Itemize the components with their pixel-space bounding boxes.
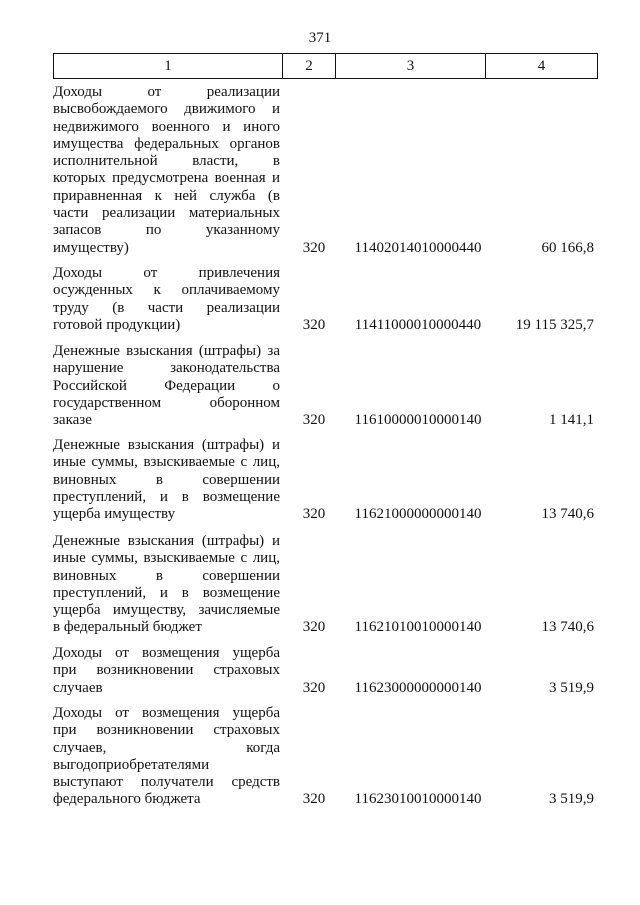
description-line: части реализации материальных — [53, 205, 280, 222]
row-description — [53, 265, 280, 334]
description-line: Денежные взыскания (штрафы) и — [53, 437, 280, 453]
description-line: запасов по указанному — [53, 222, 280, 239]
description-line: Денежные взыскания (штрафы) и — [53, 533, 280, 549]
description-line: виновных в совершении — [53, 567, 280, 584]
description-line: готовой продукции) — [53, 316, 181, 333]
row-description — [53, 533, 280, 637]
row-classification-code: 11411000010000440 — [354, 316, 482, 333]
row-description — [53, 84, 280, 257]
description-line: труду (в части реализации — [53, 299, 280, 316]
row-description — [53, 343, 280, 429]
description-line: Доходы от привлечения — [53, 265, 280, 281]
description-line: Российской Федерации о — [53, 377, 280, 394]
description-line: исполнительной власти, в — [53, 153, 280, 170]
row-amount: 3 519,9 — [549, 791, 594, 808]
description-line: государственном оборонном — [53, 394, 280, 411]
description-line: Доходы от возмещения ущерба — [53, 645, 280, 661]
description-line: Доходы от возмещения ущерба — [53, 705, 280, 721]
row-admin-code: 320 — [302, 619, 326, 636]
row-amount: 60 166,8 — [541, 239, 594, 256]
description-line: иные суммы, взыскиваемые с лиц, — [53, 550, 280, 567]
description-line: которых предусмотрена военная и — [53, 170, 280, 187]
description-line: виновных в совершении — [53, 471, 280, 488]
row-admin-code: 320 — [302, 679, 326, 696]
table-row — [53, 705, 598, 809]
description-line: федерального бюджета — [53, 791, 201, 808]
header-col-4: 4 — [537, 57, 546, 74]
row-classification-code: 11621000000000140 — [354, 506, 482, 523]
table-row — [53, 645, 598, 697]
header-col-3: 3 — [336, 54, 486, 78]
row-admin-code: 320 — [302, 791, 326, 808]
row-amount: 3 519,9 — [549, 679, 594, 696]
row-admin-code: 320 — [302, 412, 326, 429]
description-line: заказе — [53, 412, 92, 429]
description-line: ущерба имуществу, зачисляемые — [53, 602, 280, 619]
row-amount: 1 141,1 — [549, 412, 594, 429]
header-col-1: 1 — [54, 54, 283, 78]
description-line: при возникновении страховых — [53, 662, 280, 679]
description-line: случаев — [53, 679, 103, 696]
description-line: выступают получатели средств — [53, 774, 280, 791]
row-classification-code: 11610000010000140 — [354, 412, 482, 429]
description-line: Денежные взыскания (штрафы) за — [53, 343, 280, 359]
row-classification-code: 11621010010000140 — [354, 619, 482, 636]
description-line: имущества федеральных органов — [53, 135, 280, 152]
description-line: при возникновении страховых — [53, 722, 280, 739]
row-amount: 13 740,6 — [541, 619, 594, 636]
description-line: иные суммы, взыскиваемые с лиц, — [53, 454, 280, 471]
header-col-2: 2 — [283, 54, 336, 78]
table-row — [53, 437, 598, 523]
description-line: в федеральный бюджет — [53, 619, 202, 636]
description-line: осужденных к оплачиваемому — [53, 282, 280, 299]
description-line: случаев, когда — [53, 739, 280, 756]
description-line: приравненная к ней служба (в — [53, 187, 280, 204]
table-row — [53, 533, 598, 637]
row-admin-code: 320 — [302, 239, 326, 256]
row-classification-code: 11623000000000140 — [354, 679, 482, 696]
description-line: ущерба имуществу — [53, 506, 176, 523]
row-description — [53, 437, 280, 523]
table-row — [53, 343, 598, 429]
row-classification-code: 11402014010000440 — [354, 239, 482, 256]
description-line: выгодоприобретателями — [53, 756, 210, 773]
table-row — [53, 265, 598, 334]
table-row — [53, 84, 598, 257]
row-description — [53, 645, 280, 697]
row-amount: 19 115 325,7 — [515, 316, 594, 333]
description-line: имуществу) — [53, 239, 129, 256]
page-number: 371 — [308, 30, 332, 46]
table-header — [53, 53, 598, 79]
description-line: преступлений, и в возмещение — [53, 584, 280, 601]
row-description — [53, 705, 280, 809]
row-admin-code: 320 — [302, 316, 326, 333]
description-line: нарушение законодательства — [53, 360, 280, 377]
row-classification-code: 11623010010000140 — [354, 791, 482, 808]
description-line: преступлений, и в возмещение — [53, 488, 280, 505]
description-line: недвижимого военного и иного — [53, 118, 280, 135]
row-admin-code: 320 — [302, 506, 326, 523]
description-line: высвобождаемого движимого и — [53, 101, 280, 118]
row-amount: 13 740,6 — [541, 506, 594, 523]
description-line: Доходы от реализации — [53, 84, 280, 100]
